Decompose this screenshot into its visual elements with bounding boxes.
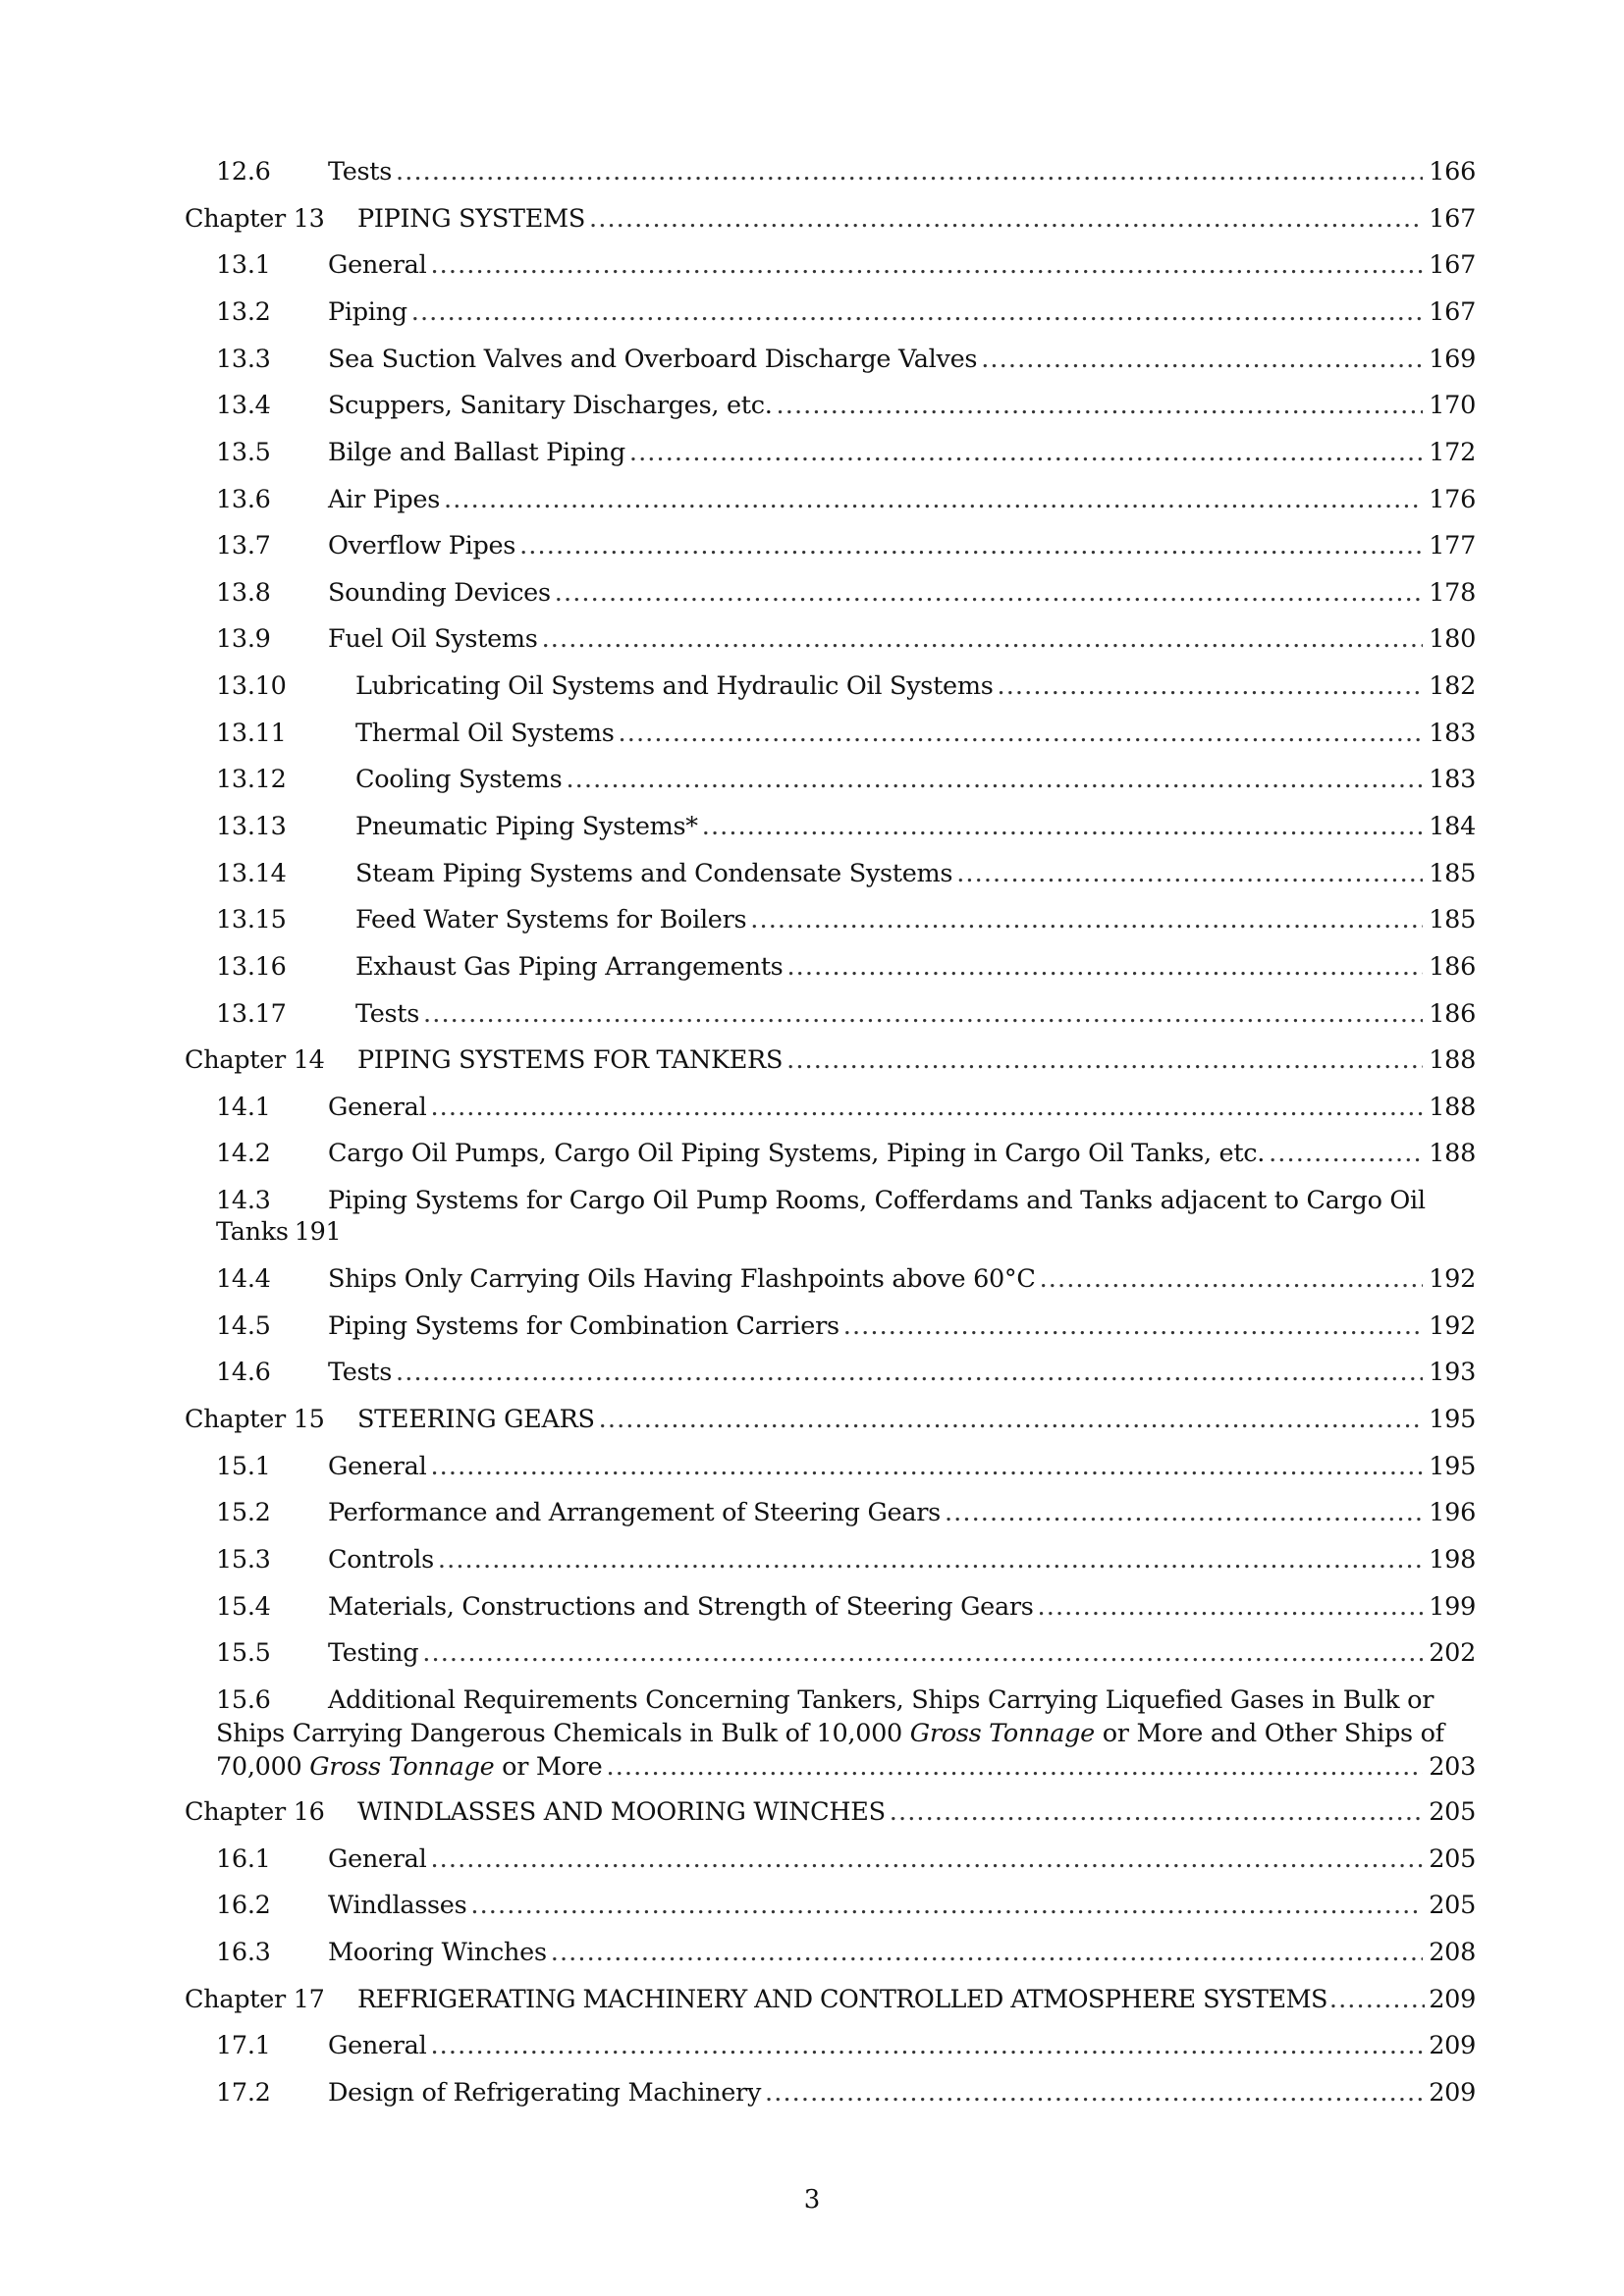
dot-leader	[1329, 1983, 1425, 2016]
dot-leader	[566, 763, 1423, 796]
section-title: Feed Water Systems for Boilers	[355, 905, 747, 934]
page-ref: 208	[1429, 1938, 1476, 1967]
page-ref: 205	[1429, 1891, 1476, 1920]
section-number: 14.6	[216, 1358, 271, 1387]
dot-leader	[702, 810, 1423, 843]
section-number: 13.9	[216, 624, 271, 654]
dot-leader	[430, 1091, 1423, 1124]
section-title: Sea Suction Valves and Overboard Discharge Valves	[328, 345, 978, 374]
chapter-title: WINDLASSES AND MOORING WINCHES	[357, 1797, 886, 1827]
chapter-number: Chapter 14	[185, 1045, 325, 1075]
section-number: 14.3	[216, 1186, 271, 1215]
section-title-line-1: Additional Requirements Concerning Tankers, Ships Carrying Liquefied Gases in Bulk or	[328, 1685, 1435, 1715]
page-ref: 193	[1429, 1358, 1476, 1387]
page-ref: 205	[1429, 1797, 1476, 1827]
section-number: 13.2	[216, 297, 271, 327]
section-title: Mooring Winches	[328, 1938, 547, 1967]
section-title: Fuel Oil Systems	[328, 624, 538, 654]
toc-entry[interactable]	[185, 1091, 1476, 1124]
toc-entry[interactable]	[185, 2076, 1476, 2109]
page-ref: 192	[1429, 1311, 1476, 1341]
dot-leader	[430, 1450, 1423, 1483]
section-title: Windlasses	[328, 1891, 467, 1920]
section-number: 15.6	[216, 1685, 271, 1715]
page-ref: 209	[1429, 2078, 1476, 2108]
page-ref: 195	[1429, 1452, 1476, 1481]
section-title: Exhaust Gas Piping Arrangements	[355, 952, 784, 982]
page-ref: 178	[1429, 578, 1476, 608]
section-title: Overflow Pipes	[328, 531, 516, 561]
page-ref: 198	[1429, 1545, 1476, 1575]
page-ref: 191	[294, 1217, 342, 1247]
page-ref: 209	[1429, 1985, 1476, 2014]
page-ref: 199	[1429, 1592, 1476, 1622]
section-title: General	[328, 1093, 427, 1122]
toc-chapter-entry[interactable]	[185, 202, 1476, 236]
toc-entry[interactable]	[185, 155, 1476, 188]
section-title: Tests	[355, 999, 420, 1029]
page-ref: 182	[1429, 671, 1476, 701]
section-title: Bilge and Ballast Piping	[328, 438, 625, 467]
chapter-title: PIPING SYSTEMS FOR TANKERS	[357, 1045, 784, 1075]
page-ref: 183	[1429, 765, 1476, 794]
section-number: 15.5	[216, 1638, 271, 1668]
dot-leader	[599, 1403, 1424, 1436]
section-title: Steam Piping Systems and Condensate Systems	[355, 859, 953, 888]
section-title: Performance and Arrangement of Steering Gears	[328, 1498, 941, 1527]
section-title: Materials, Constructions and Strength of Steering Gears	[328, 1592, 1034, 1622]
section-number: 13.8	[216, 578, 271, 608]
section-number: 16.1	[216, 1844, 271, 1874]
dot-leader	[786, 1043, 1423, 1077]
dot-leader	[430, 2029, 1423, 2062]
page-ref: 205	[1429, 1844, 1476, 1874]
section-number: 17.2	[216, 2078, 271, 2108]
chapter-number: Chapter 16	[185, 1797, 325, 1827]
section-title-line-3: 70,000 Gross Tonnage or More	[216, 1752, 603, 1782]
section-title: Controls	[328, 1545, 434, 1575]
dot-leader	[786, 950, 1423, 984]
toc-entry[interactable]	[185, 1309, 1476, 1343]
dot-leader	[777, 389, 1424, 422]
page-ref: 202	[1429, 1638, 1476, 1668]
section-title: Ships Only Carrying Oils Having Flashpoints above 60°C	[328, 1264, 1036, 1294]
section-title: Scuppers, Sanitary Discharges, etc.	[328, 391, 773, 420]
toc-entry[interactable]	[185, 343, 1476, 376]
chapter-number: Chapter 15	[185, 1405, 325, 1434]
section-number: 13.10	[216, 671, 287, 701]
section-title: Tests	[328, 1358, 393, 1387]
section-title: Design of Refrigerating Machinery	[328, 2078, 762, 2108]
chapter-number: Chapter 13	[185, 204, 325, 234]
section-title: Cooling Systems	[355, 765, 563, 794]
toc-entry[interactable]	[185, 717, 1476, 750]
toc-entry[interactable]	[185, 669, 1476, 703]
section-number: 14.2	[216, 1139, 271, 1168]
section-title: General	[328, 1452, 427, 1481]
dot-leader	[606, 1750, 1423, 1784]
toc-entry[interactable]	[185, 389, 1476, 422]
dot-leader	[422, 1636, 1423, 1670]
dot-leader	[411, 295, 1423, 329]
section-number: 13.7	[216, 531, 271, 561]
section-number: 13.1	[216, 250, 271, 280]
toc-entry[interactable]	[185, 1636, 1476, 1670]
section-title: Piping Systems for Combination Carriers	[328, 1311, 839, 1341]
toc-entry[interactable]	[185, 1356, 1476, 1389]
page-ref: 186	[1429, 952, 1476, 982]
toc-entry[interactable]	[185, 1889, 1476, 1922]
toc-entry[interactable]	[185, 810, 1476, 843]
toc-entry[interactable]	[185, 1590, 1476, 1624]
section-number: 13.12	[216, 765, 287, 794]
section-number: 16.3	[216, 1938, 271, 1967]
toc-entry[interactable]	[185, 1936, 1476, 1969]
section-number: 14.5	[216, 1311, 271, 1341]
dot-leader	[444, 483, 1423, 516]
page-ref: 192	[1429, 1264, 1476, 1294]
page-ref: 172	[1429, 438, 1476, 467]
page-ref: 188	[1429, 1093, 1476, 1122]
section-number: 13.15	[216, 905, 287, 934]
dot-leader	[519, 529, 1423, 562]
toc-entry-multiline[interactable]	[185, 1184, 1476, 1251]
section-title: Air Pipes	[328, 485, 440, 514]
toc-entry[interactable]	[185, 1543, 1476, 1576]
section-title: Piping	[328, 297, 407, 327]
dot-leader	[438, 1543, 1423, 1576]
dot-leader	[1269, 1137, 1423, 1170]
page-ref: 188	[1429, 1139, 1476, 1168]
section-number: 13.3	[216, 345, 271, 374]
page-ref: 167	[1429, 297, 1476, 327]
page-ref: 188	[1429, 1045, 1476, 1075]
toc-entry[interactable]	[185, 857, 1476, 890]
toc-entry[interactable]	[185, 997, 1476, 1031]
dot-leader	[396, 1356, 1423, 1389]
toc-entry[interactable]	[185, 436, 1476, 469]
dot-leader	[542, 622, 1424, 656]
toc-entry[interactable]	[185, 903, 1476, 936]
dot-leader	[619, 717, 1424, 750]
dot-leader	[956, 857, 1423, 890]
section-title: Sounding Devices	[328, 578, 551, 608]
section-number: 15.1	[216, 1452, 271, 1481]
page-ref: 167	[1429, 204, 1476, 234]
dot-leader	[555, 576, 1423, 610]
section-number: 15.4	[216, 1592, 271, 1622]
section-number: 12.6	[216, 157, 271, 187]
toc-entry[interactable]	[185, 1262, 1476, 1296]
toc-entry[interactable]	[185, 248, 1476, 282]
section-number: 13.6	[216, 485, 271, 514]
section-number: 14.4	[216, 1264, 271, 1294]
page-ref: 195	[1429, 1405, 1476, 1434]
page-ref: 209	[1429, 2031, 1476, 2060]
section-title-line-1: Piping Systems for Cargo Oil Pump Rooms, Cofferdams and Tanks adjacent to Cargo Oil	[328, 1186, 1426, 1215]
section-title: Tests	[328, 157, 393, 187]
page-ref: 167	[1429, 250, 1476, 280]
dot-leader	[396, 155, 1423, 188]
dot-leader	[765, 2076, 1423, 2109]
section-number: 17.1	[216, 2031, 271, 2060]
dot-leader	[430, 1842, 1423, 1876]
section-title-line-2: Tanks	[216, 1217, 289, 1247]
dot-leader	[551, 1936, 1423, 1969]
page-ref: 170	[1429, 391, 1476, 420]
toc-entry[interactable]	[185, 622, 1476, 656]
section-title: General	[328, 1844, 427, 1874]
section-title: General	[328, 250, 427, 280]
section-title: Testing	[328, 1638, 419, 1668]
dot-leader	[890, 1795, 1423, 1829]
section-number: 15.2	[216, 1498, 271, 1527]
toc-chapter-entry[interactable]	[185, 1403, 1476, 1436]
page-ref: 166	[1429, 157, 1476, 187]
section-number: 16.2	[216, 1891, 271, 1920]
dot-leader	[1040, 1262, 1424, 1296]
page-ref: 196	[1429, 1498, 1476, 1527]
section-title: Cargo Oil Pumps, Cargo Oil Piping Systems, Piping in Cargo Oil Tanks, etc.	[328, 1139, 1266, 1168]
toc-entry[interactable]	[185, 763, 1476, 796]
page-ref: 184	[1429, 812, 1476, 841]
chapter-title: REFRIGERATING MACHINERY AND CONTROLLED ATMOSPHERE SYSTEMS	[357, 1985, 1327, 2014]
section-number: 13.16	[216, 952, 287, 982]
section-number: 13.14	[216, 859, 287, 888]
section-number: 13.11	[216, 719, 287, 748]
page-ref: 185	[1429, 905, 1476, 934]
section-title: Pneumatic Piping Systems*	[355, 812, 698, 841]
section-title: Thermal Oil Systems	[355, 719, 615, 748]
dot-leader	[981, 343, 1423, 376]
page-number: 3	[803, 2185, 821, 2215]
dot-leader	[589, 202, 1423, 236]
chapter-number: Chapter 17	[185, 1985, 325, 2014]
dot-leader	[470, 1889, 1423, 1922]
dot-leader	[430, 248, 1423, 282]
dot-leader	[843, 1309, 1423, 1343]
section-number: 13.13	[216, 812, 287, 841]
section-number: 15.3	[216, 1545, 271, 1575]
toc-entry[interactable]	[185, 1137, 1476, 1170]
section-number: 13.4	[216, 391, 271, 420]
toc-entry[interactable]	[185, 2029, 1476, 2062]
page-ref: 180	[1429, 624, 1476, 654]
section-title: Lubricating Oil Systems and Hydraulic Oil Systems	[355, 671, 994, 701]
section-number: 13.5	[216, 438, 271, 467]
toc-entry[interactable]	[185, 1842, 1476, 1876]
section-number: 14.1	[216, 1093, 271, 1122]
dot-leader	[1038, 1590, 1424, 1624]
dot-leader	[423, 997, 1423, 1031]
toc-entry-multiline[interactable]	[185, 1683, 1476, 1786]
dot-leader	[997, 669, 1423, 703]
page-ref: 183	[1429, 719, 1476, 748]
toc-entry[interactable]	[185, 576, 1476, 610]
section-title: General	[328, 2031, 427, 2060]
page-ref: 186	[1429, 999, 1476, 1029]
page-ref: 169	[1429, 345, 1476, 374]
toc-entry[interactable]	[185, 529, 1476, 562]
page-ref: 203	[1429, 1752, 1476, 1782]
dot-leader	[945, 1496, 1423, 1529]
page-ref: 176	[1429, 485, 1476, 514]
toc-chapter-entry[interactable]	[185, 1983, 1476, 2016]
dot-leader	[750, 903, 1423, 936]
toc-entry[interactable]	[185, 1496, 1476, 1529]
chapter-title: STEERING GEARS	[357, 1405, 595, 1434]
chapter-title: PIPING SYSTEMS	[357, 204, 586, 234]
toc-chapter-entry[interactable]	[185, 1795, 1476, 1829]
dot-leader	[629, 436, 1423, 469]
toc-entry[interactable]	[185, 950, 1476, 984]
page-ref: 185	[1429, 859, 1476, 888]
toc-entry[interactable]	[185, 295, 1476, 329]
toc-entry[interactable]	[185, 483, 1476, 516]
section-number: 13.17	[216, 999, 287, 1029]
toc-entry[interactable]	[185, 1450, 1476, 1483]
section-title-line-2: Ships Carrying Dangerous Chemicals in Bulk of 10,000 Gross Tonnage or More and Other Ships of	[216, 1719, 1444, 1748]
toc-chapter-entry[interactable]	[185, 1043, 1476, 1077]
page-ref: 177	[1429, 531, 1476, 561]
